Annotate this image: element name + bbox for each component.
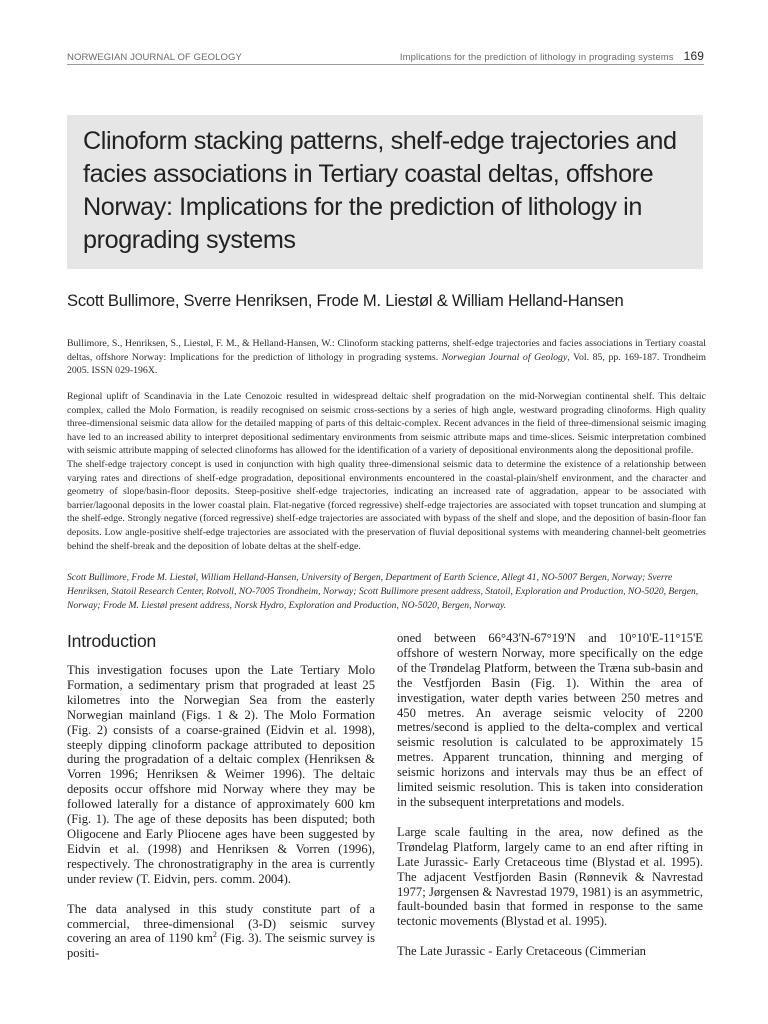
article-title: Clinoform stacking patterns, shelf-edge trajectories and facies associations in Tertiary coastal deltas, offshore Norway: Implications for the prediction of lithology in prograding systems xyxy=(83,127,677,254)
citation xyxy=(67,337,706,378)
author-list: Scott Bullimore, Sverre Henriksen, Frode M. Liestøl & William Helland-Hansen xyxy=(67,291,624,310)
citation-journal: Norwegian Journal of Geology xyxy=(441,351,568,363)
left-column xyxy=(67,630,375,976)
header-rule xyxy=(67,64,704,65)
abstract-paragraph: The shelf-edge trajectory concept is used in conjunction with high quality three-dimensional seismic data to determine the existence of a relationship between varying rates and directions of shelf-edge progradation, depositional environments encountered in the coastal-plain/shelf environment, and the character and geometry of slope/basin-floor deposits. Steep-positive shelf-edge trajectories, indicating an increased rate of aggradation, appear to be associated with barrier/lagoonal deposits in the lower coastal plain. Flat-negative (forced regressive) shelf-edge trajectories are associated with topset truncation and slumping at the shelf-edge. Strongly negative (forced regressive) shelf-edge trajectories are associated with bypass of the shelf and slope, and the deposition of basin-floor fan deposits. Low angle-positive shelf-edge trajectories are associated with the preservation of fluvial depositional systems with meandering channel-belt geometries behind the shelf-break and the deposition of lobate deltas at the shelf-edge. xyxy=(67,458,706,552)
body-paragraph: Large scale faulting in the area, now defined as the Trøndelag Platform, largely came to an end after rifting in Late Jurassic- Early Cretaceous time (Blystad et al. 1995). The adjacent Vestfjorden Basin (Rønnevik & Navrestad 1977; Jørgensen & Navrestad 1979, 1981) is an asymmetric, fault-bounded basin that formed in response to the same tectonic movements (Blystad et al. 1995). xyxy=(397,824,703,929)
page-number: 169 xyxy=(683,49,704,63)
running-title: Implications for the prediction of lithology in prograding systems xyxy=(399,52,674,63)
title-box xyxy=(67,115,703,269)
author-affiliations: Scott Bullimore, Frode M. Liestøl, William Helland-Hansen, University of Bergen, Department of Earth Science, Allegt 41, NO-5007 Bergen, Norway; Sverre Henriksen, Statoil Research Center, Rotvoll, NO-7005 Trondheim, Norway; Scott Bullimore present address, Statoil, Exploration and Production, NO-5020, Bergen, Norway; Frode M. Liestøl present address, Norsk Hydro, Exploration and Production, NO-5020, Bergen, Norway. xyxy=(67,572,699,611)
right-column xyxy=(397,631,703,974)
journal-name: NORWEGIAN JOURNAL OF GEOLOGY xyxy=(67,52,242,63)
section-heading: Introduction xyxy=(67,631,157,651)
citation-details: , Vol. 85, pp. 169-187. Trondheim 2005. ISSN 029-196X. xyxy=(67,351,706,377)
abstract-paragraph: Regional uplift of Scandinavia in the Late Cenozoic resulted in widespread deltaic shelf progradation on the mid-Norwegian continental shelf. This deltaic complex, called the Molo Formation, is readily recognised on seismic cross-sections by a series of high angle, westward prograding clinoforms. High quality three-dimensional seismic data allow for the detailed mapping of parts of this deltaic-complex. Recent advances in the field of three-dimensional seismic imaging have led to an increased ability to interpret depositional sedimentary environments from seismic attribute maps and time-slices. Seismic interpretation combined with seismic attribute mapping of selected clinoforms has allowed for the identification of a variety of depositional environments along the depositional profile. xyxy=(67,391,706,457)
body-paragraph: The data analysed in this study constitute part of a commercial, three-dimensional (3-D) seismic survey covering an area of 1190 $km^2$ (Fig. 3). The seismic survey is positi- xyxy=(67,901,375,961)
body-paragraph: This investigation focuses upon the Late Tertiary Molo Formation, a sedimentary prism that prograded at least 25 kilometres into the Norwegian Sea from the easterly Norwegian mainland (Figs. 1 & 2). The Molo Formation (Fig. 2) consists of a coarse-grained (Eidvin et al. 1998), steeply dipping clinoform package attributed to deposition during the progradation of a deltaic complex (Henriksen & Vorren 1996; Henriksen & Weimer 1996). The deltaic deposits occur offshore mid Norway where they may be followed laterally for a distance of approximately 600 km (Fig. 1). The age of these deposits has been disputed; both Oligocene and Early Pliocene ages have been suggested by Eidvin et al. (1998) and Henriksen & Vorren (1996), respectively. The chronostratigraphy in the area is currently under review (T. Eidvin, pers. comm. 2004). xyxy=(67,663,375,886)
abstract xyxy=(67,390,706,553)
body-paragraph: oned between 66°43'N-67°19'N and 10°10'E-11°15'E offshore of western Norway, more specifically on the edge of the Trøndelag Platform, between the Træna sub-basin and the Vestfjorden Basin (Fig. 1). Within the area of investigation, water depth varies between 250 metres and 450 metres. An average seismic velocity of 2200 metres/second is applied to the delta-complex and vertical seismic resolution is calculated to be approximately 15 metres. Apparent truncation, thinning and merging of seismic horizons and intervals may thus be an effect of limited seismic resolution. This is taken into consideration in the subsequent interpretations and models. xyxy=(397,631,703,809)
body-paragraph: The Late Jurassic - Early Cretaceous (Cimmerian xyxy=(397,944,646,959)
citation-text: Bullimore, S., Henriksen, S., Liestøl, F. M., & Helland-Hansen, W.: Clinoform stacking patterns, shelf-edge trajectories and facies associations in Tertiary coastal deltas, offshore Norway: Implications for the prediction of lithology in prograding systems. xyxy=(67,338,706,363)
running-header xyxy=(67,49,704,63)
